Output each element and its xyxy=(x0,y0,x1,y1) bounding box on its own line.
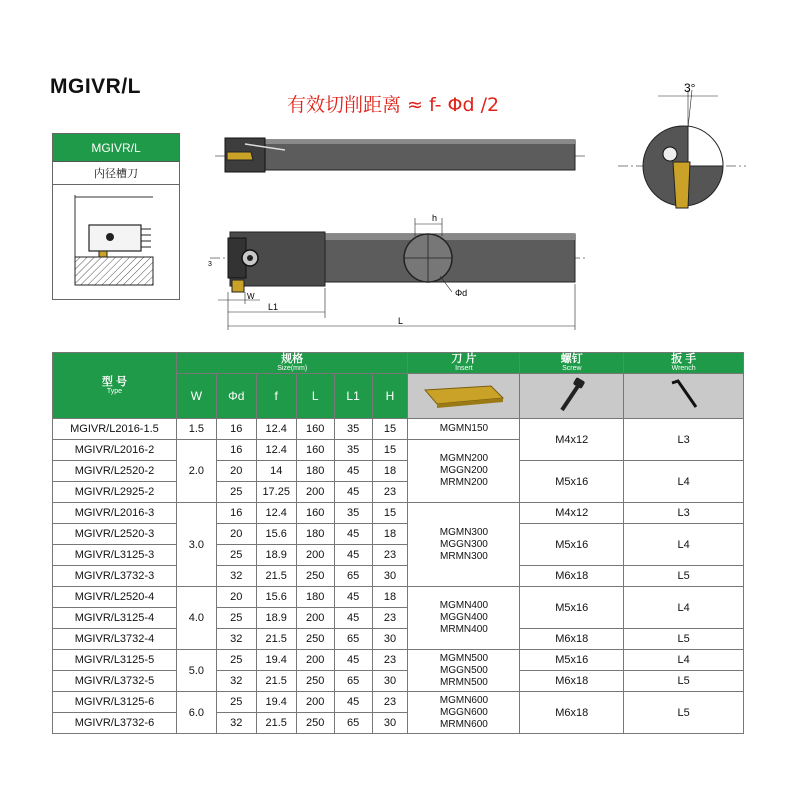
table-cell: 35 xyxy=(334,440,372,461)
dim-w-label: W xyxy=(247,292,255,301)
table-cell: 160 xyxy=(296,419,334,440)
table-cell: 180 xyxy=(296,587,334,608)
table-cell: 2.0 xyxy=(176,440,216,503)
table-cell: 65 xyxy=(334,566,372,587)
table-cell: 250 xyxy=(296,671,334,692)
table-cell: 17.25 xyxy=(256,482,296,503)
table-cell: 25 xyxy=(216,482,256,503)
table-cell: 12.4 xyxy=(256,440,296,461)
table-row xyxy=(53,566,744,587)
table-cell: 45 xyxy=(334,524,372,545)
table-cell: 45 xyxy=(334,692,372,713)
table-cell: 35 xyxy=(334,503,372,524)
screw-cell: M4x12 xyxy=(520,419,624,461)
wrench-icon xyxy=(664,377,704,413)
table-row xyxy=(53,587,744,608)
screw-cell: M5x16 xyxy=(520,587,624,629)
table-cell: 25 xyxy=(216,608,256,629)
table-cell: 200 xyxy=(296,608,334,629)
table-cell: 32 xyxy=(216,566,256,587)
tool-side-view xyxy=(200,208,590,338)
table-cell: 12.4 xyxy=(256,503,296,524)
table-cell: 45 xyxy=(334,461,372,482)
wrench-cell: L4 xyxy=(624,587,744,629)
table-cell: MGIVR/L2925-2 xyxy=(53,482,177,503)
table-cell: MGIVR/L2016-3 xyxy=(53,503,177,524)
table-cell: 200 xyxy=(296,545,334,566)
table-cell: 30 xyxy=(372,566,408,587)
table-cell: 25 xyxy=(216,692,256,713)
product-card xyxy=(52,133,180,300)
wrench-cell: L5 xyxy=(624,629,744,650)
wrench-cell: L4 xyxy=(624,650,744,671)
table-cell: MGIVR/L2520-3 xyxy=(53,524,177,545)
table-cell: 15 xyxy=(372,419,408,440)
table-cell: 21.5 xyxy=(256,671,296,692)
table-cell: 16 xyxy=(216,440,256,461)
tool-top-view xyxy=(215,130,585,190)
page-title: MGIVR/L xyxy=(50,75,141,98)
tool-end-view xyxy=(618,78,748,238)
table-cell: 32 xyxy=(216,671,256,692)
wrench-cell: L5 xyxy=(624,692,744,734)
cutting-distance-formula: 有效切削距离 ≈ f- Φd /2 xyxy=(287,94,500,116)
screw-cell: M6x18 xyxy=(520,692,624,734)
table-cell: MGIVR/L3125-6 xyxy=(53,692,177,713)
table-cell: 4.0 xyxy=(176,587,216,650)
table-cell: 23 xyxy=(372,608,408,629)
table-cell: MGIVR/L3732-6 xyxy=(53,713,177,734)
table-cell: 1.5 xyxy=(176,419,216,440)
table-cell: 21.5 xyxy=(256,713,296,734)
table-cell: 18 xyxy=(372,461,408,482)
table-cell: 14 xyxy=(256,461,296,482)
wrench-cell: L3 xyxy=(624,419,744,461)
table-cell: 35 xyxy=(334,419,372,440)
table-cell: MGIVR/L2520-4 xyxy=(53,587,177,608)
table-cell: 23 xyxy=(372,650,408,671)
wrench-cell: L4 xyxy=(624,461,744,503)
screw-cell: M6x18 xyxy=(520,629,624,650)
table-cell: 45 xyxy=(334,650,372,671)
col-l1: L1 xyxy=(334,374,372,419)
insert-cell: MGMN400 MGGN400 MRMN400 xyxy=(408,587,520,650)
wrench-cell: L4 xyxy=(624,524,744,566)
spec-table xyxy=(52,352,744,734)
table-cell: 180 xyxy=(296,524,334,545)
table-cell: 45 xyxy=(334,587,372,608)
table-row xyxy=(53,692,744,713)
table-row xyxy=(53,503,744,524)
table-cell: 45 xyxy=(334,482,372,503)
dim-l1-label: L1 xyxy=(268,302,279,312)
table-cell: 23 xyxy=(372,482,408,503)
table-cell: 65 xyxy=(334,671,372,692)
insert-image xyxy=(408,374,520,419)
card-header: MGIVR/L xyxy=(53,134,179,162)
table-cell: 200 xyxy=(296,692,334,713)
table-cell: 21.5 xyxy=(256,566,296,587)
screw-cell: M6x18 xyxy=(520,566,624,587)
dim-l-label: L xyxy=(398,316,404,326)
table-row xyxy=(53,461,744,482)
table-cell: 12.4 xyxy=(256,419,296,440)
table-cell: MGIVR/L3732-5 xyxy=(53,671,177,692)
dim-phi-d-label: Φd xyxy=(455,288,468,298)
table-cell: 32 xyxy=(216,629,256,650)
insert-icon xyxy=(419,380,509,410)
table-cell: 30 xyxy=(372,671,408,692)
dim-h-label: h xyxy=(432,213,438,223)
table-cell: 18 xyxy=(372,587,408,608)
screw-cell: M5x16 xyxy=(520,524,624,566)
screw-cell: M4x12 xyxy=(520,503,624,524)
table-cell: 19.4 xyxy=(256,650,296,671)
table-cell: MGIVR/L3125-4 xyxy=(53,608,177,629)
table-cell: MGIVR/L3125-5 xyxy=(53,650,177,671)
screw-cell: M5x16 xyxy=(520,650,624,671)
table-row xyxy=(53,629,744,650)
table-cell: MGIVR/L3125-3 xyxy=(53,545,177,566)
dim-3-label: 3 xyxy=(208,261,212,268)
col-type-header: 型 号 Type xyxy=(53,353,177,419)
table-cell: 65 xyxy=(334,629,372,650)
table-cell: MGIVR/L2520-2 xyxy=(53,461,177,482)
table-cell: 15.6 xyxy=(256,524,296,545)
table-cell: 200 xyxy=(296,482,334,503)
insert-cell: MGMN500 MGGN500 MRMN500 xyxy=(408,650,520,692)
col-insert-header: 刀 片 Insert xyxy=(408,353,520,374)
table-cell: 23 xyxy=(372,545,408,566)
table-cell: 16 xyxy=(216,503,256,524)
table-cell: 21.5 xyxy=(256,629,296,650)
table-cell: 15.6 xyxy=(256,587,296,608)
table-cell: 160 xyxy=(296,503,334,524)
wrench-image xyxy=(624,374,744,419)
table-cell: 6.0 xyxy=(176,692,216,734)
table-cell: MGIVR/L3732-3 xyxy=(53,566,177,587)
table-cell: 30 xyxy=(372,629,408,650)
table-cell: 250 xyxy=(296,713,334,734)
table-cell: MGIVR/L2016-2 xyxy=(53,440,177,461)
col-l: L xyxy=(296,374,334,419)
col-spec-header: 规格 Size(mm) xyxy=(176,353,408,374)
table-cell: 20 xyxy=(216,587,256,608)
screw-icon xyxy=(552,377,592,413)
col-phi-d: Φd xyxy=(216,374,256,419)
wrench-cell: L3 xyxy=(624,503,744,524)
table-cell: MGIVR/L3732-4 xyxy=(53,629,177,650)
table-cell: 23 xyxy=(372,692,408,713)
col-h: H xyxy=(372,374,408,419)
table-row xyxy=(53,524,744,545)
screw-cell: M6x18 xyxy=(520,671,624,692)
table-cell: 25 xyxy=(216,545,256,566)
table-cell: 30 xyxy=(372,713,408,734)
table-cell: MGIVR/L2016-1.5 xyxy=(53,419,177,440)
mini-tool-sketch xyxy=(53,185,179,299)
table-cell: 18.9 xyxy=(256,545,296,566)
screw-cell: M5x16 xyxy=(520,461,624,503)
table-cell: 19.4 xyxy=(256,692,296,713)
table-cell: 250 xyxy=(296,629,334,650)
table-cell: 3.0 xyxy=(176,503,216,587)
table-cell: 45 xyxy=(334,608,372,629)
table-cell: 180 xyxy=(296,461,334,482)
wrench-cell: L5 xyxy=(624,566,744,587)
insert-cell: MGMN300 MGGN300 MRMN300 xyxy=(408,503,520,587)
table-cell: 32 xyxy=(216,713,256,734)
table-cell: 15 xyxy=(372,503,408,524)
card-subtitle: 内径槽刀 xyxy=(53,162,179,185)
screw-image xyxy=(520,374,624,419)
col-f: f xyxy=(256,374,296,419)
table-cell: 65 xyxy=(334,713,372,734)
table-row xyxy=(53,419,744,440)
wrench-cell: L5 xyxy=(624,671,744,692)
table-cell: 20 xyxy=(216,461,256,482)
angle-label: 3° xyxy=(684,81,696,95)
table-cell: 15 xyxy=(372,440,408,461)
table-row xyxy=(53,671,744,692)
table-cell: 18.9 xyxy=(256,608,296,629)
insert-cell: MGMN200 MGGN200 MRMN200 xyxy=(408,440,520,503)
table-cell: 200 xyxy=(296,650,334,671)
col-wrench-header: 扳 手 Wrench xyxy=(624,353,744,374)
table-cell: 250 xyxy=(296,566,334,587)
table-cell: 20 xyxy=(216,524,256,545)
table-cell: 25 xyxy=(216,650,256,671)
col-w: W xyxy=(176,374,216,419)
insert-cell: MGMN600 MGGN600 MRMN600 xyxy=(408,692,520,734)
insert-cell: MGMN150 xyxy=(408,419,520,440)
table-cell: 5.0 xyxy=(176,650,216,692)
col-screw-header: 螺钉 Screw xyxy=(520,353,624,374)
table-cell: 16 xyxy=(216,419,256,440)
table-cell: 160 xyxy=(296,440,334,461)
table-cell: 18 xyxy=(372,524,408,545)
table-cell: 45 xyxy=(334,545,372,566)
table-row xyxy=(53,650,744,671)
